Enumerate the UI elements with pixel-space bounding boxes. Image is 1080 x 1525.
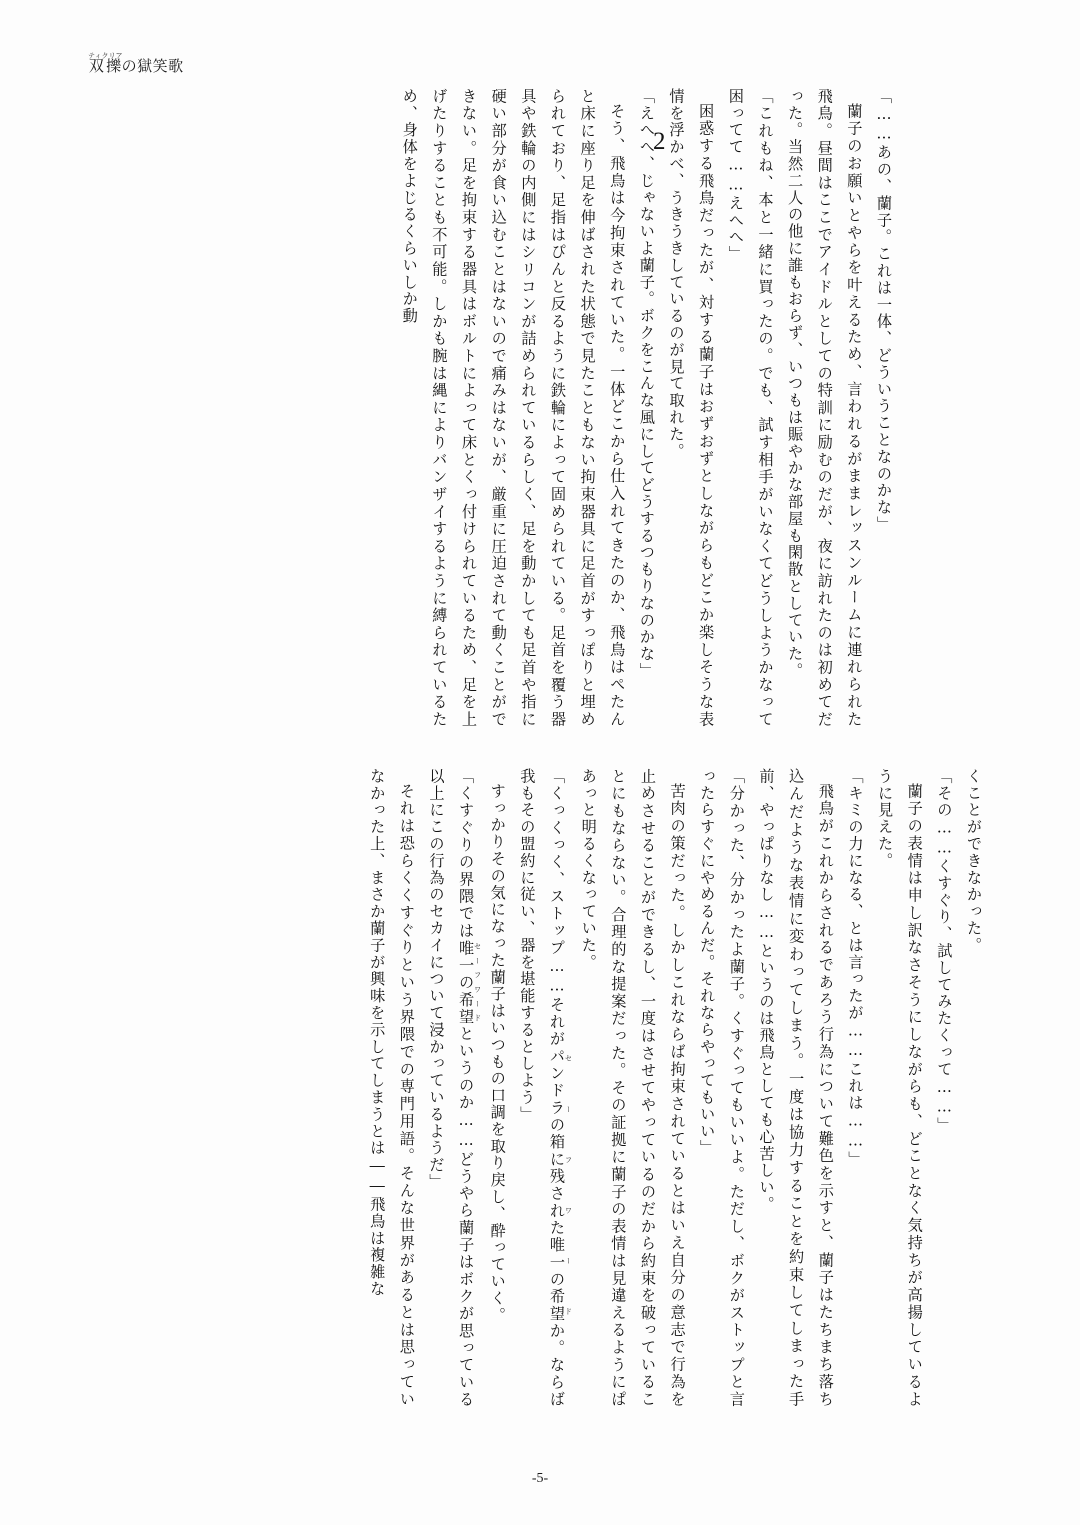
ruby-safeword-1: パンドラの箱に残された唯一の希望セーフワード [548, 1047, 574, 1323]
paragraph: 「……あの、蘭子。これは一体、どういうことなのかな」 [875, 88, 893, 533]
paragraph-with-ruby: 「くすぐりの界隈では唯一の希望セーフワードというのか……どうやら蘭子はボクが思っている以上にこの行為のセカイについて浸かっているようだ」 [427, 768, 483, 1409]
ruby-text-safeword-1: セーフワード [564, 1047, 574, 1323]
ruby-text-safeword-2: セーフワード [473, 939, 483, 1026]
chapter-number: 2 [653, 128, 666, 155]
body-text-upper [88, 88, 898, 728]
paragraph: 「えへへ、じゃないよ蘭子。ボクをこんな風にしてどうするつもりなのかな」 [637, 88, 656, 680]
page-number: -5- [531, 1471, 549, 1486]
paragraph: 苦肉の策だった。しかしこれならば拘束されているとはいえ自分の意志で行為を止めさせることができるし、一度はさせてやっているのだから約束を破っていることにもならない。合理的な提案だった。その証拠に蘭子の表情は見違えるようにぱあっと明るくなっていた。 [579, 768, 687, 1408]
running-title-rest: の獄笑歌 [121, 59, 184, 75]
paragraph: くことができなかった。 [965, 768, 983, 954]
paragraph: 飛鳥がこれからされるであろう行為について難色を示すと、蘭子はたちまち落ち込んだような表情に変わってしまう。一度は協力することを約束してしまった手前、やっぱりなし……というのは飛鳥としても心苦しい。 [757, 768, 835, 1408]
paragraph: 「キミの力になる、とは言ったが……これは……」 [846, 768, 865, 1168]
paragraph: そう、飛鳥は今拘束されていた。一体どこから仕入れてきたのか、飛鳥はぺたんと床に座り足を伸ばされた状態で見たこともない拘束器具に足首がすっぽりと埋められており、足指はぴんと反るように鉄輪によって固められている。足首を覆う器具や鉄輪の内側にはシリコンが詰められているらしく、足を動かしても足首や指に硬い部分が食い込むことはないので痛みはないが、厳重に圧迫されて動くことができない。足を拘束する器具はボルトによって床とくっ付けられているため、足を上げたりすることも不可能。しかも腕は縄によりバンザイするように縛られているため、身体をよじるくらいしか動 [400, 88, 627, 728]
running-title [88, 52, 184, 76]
paragraph: 「これもね、本と一緒に買ったの。でも、試す相手がいなくてどうしようかなって困ってて……えへへ」 [726, 88, 775, 728]
running-title-text: 双擽ティクリア [88, 52, 123, 75]
paragraph: 蘭子の表情は申し訳なさそうにしながらも、どことなく気持ちが高揚しているように見えた。 [876, 768, 924, 1408]
ruby-safeword-2: 唯一の希望セーフワード [457, 939, 483, 1026]
paragraph: 「分かった、分かったよ蘭子。くすぐってもいいよ。ただし、ボクがストップと言ったらすぐにやめるんだ。それならやってもいい」 [698, 768, 746, 1408]
running-title-ruby: ティクリア [88, 52, 123, 60]
paragraph: すっかりその気になった蘭子はいつもの口調を取り戻し、酔っていく。 [488, 783, 507, 1324]
paragraph: 蘭子のお願いとやらを叶えるため、言われるがままレッスンルームに連れられた飛鳥。昼間はここでアイドルとしての特訓に励むのだが、夜に訪れたのは初めてだった。当然二人の他に誰もおらず、いつもは賑やかな部屋も閑散としていた。 [786, 88, 864, 728]
paragraph: 困惑する飛鳥だったが、対する蘭子はおずおずとしながらもどこか楽しそうな表情を浮かべ、うきうきしているのが見て取れた。 [667, 88, 716, 728]
body-text-lower [88, 768, 988, 1408]
paragraph: 「その……くすぐり、試してみたくって……」 [935, 768, 954, 1135]
paragraph-with-ruby: 「くっくっく、ストップ……それがパンドラの箱に残された唯一の希望セーフワードか。ならば我もその盟約に従い、器を堪能するとしよう」 [518, 768, 574, 1409]
paragraph: それは恐らくくすぐりという界隈での専門用語。そんな世界があるとは思っていなかった上、まさか蘭子が興味を示してしまうとは――飛鳥は複雑な [368, 768, 416, 1408]
